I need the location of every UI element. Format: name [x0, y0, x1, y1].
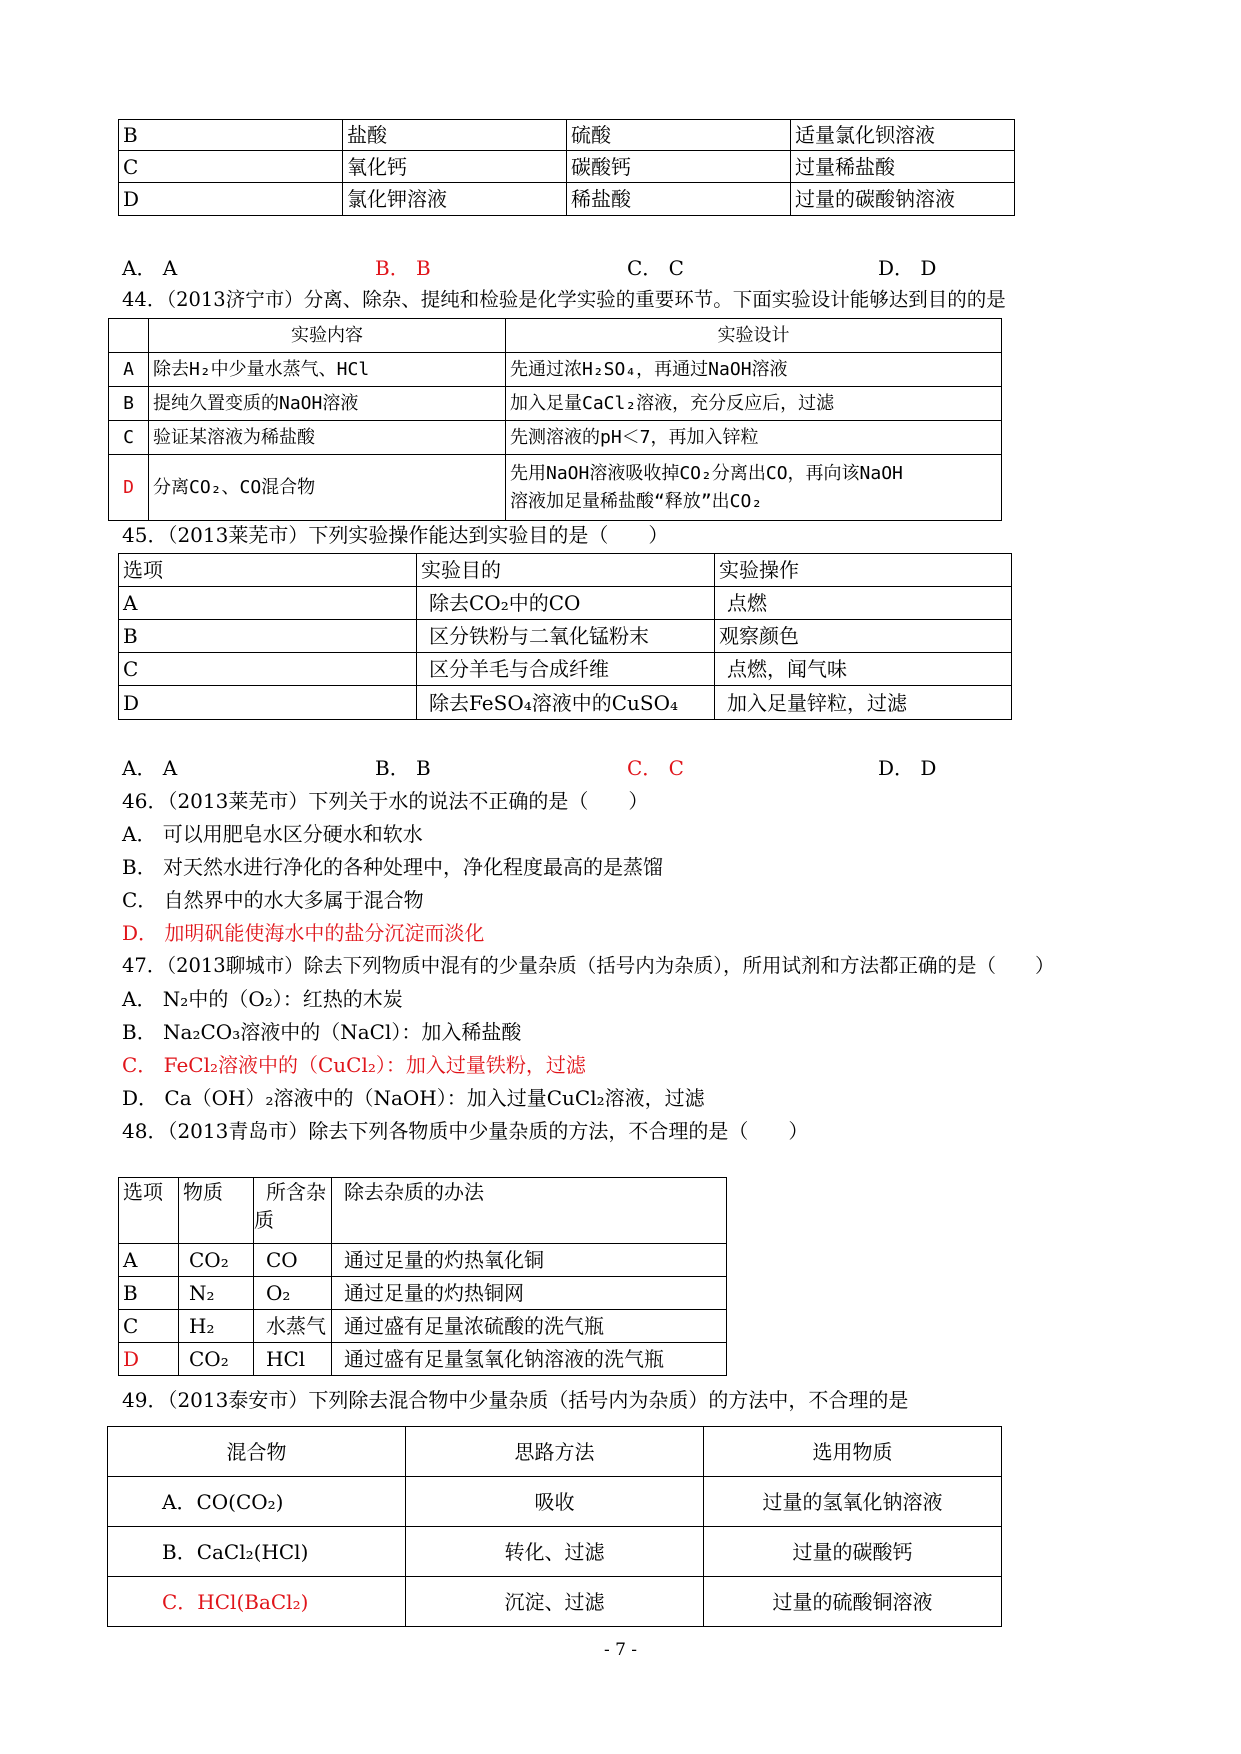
header-impurity-line: 所含杂 — [266, 1180, 326, 1204]
table-cell: 沉淀、过滤 — [406, 1577, 704, 1627]
row-label: D — [109, 455, 149, 521]
table-cell: B — [119, 620, 417, 653]
table-cell: 除去CO₂中的CO — [417, 587, 715, 620]
option-b: B． B — [375, 756, 431, 780]
header-design: 实验设计 — [506, 319, 1002, 353]
q44-stem: 44．（2013济宁市）分离、除杂、提纯和检验是化学实验的重要环节。下面实验设计能够达到目的的是 — [122, 288, 1006, 311]
table-row — [119, 1310, 727, 1343]
table-cell: 过量的碳酸钠溶液 — [791, 183, 1015, 216]
table-cell: A — [119, 587, 417, 620]
table-cell: 稀盐酸 — [567, 183, 791, 216]
page-number: - 7 - — [603, 1640, 638, 1660]
q49-table — [107, 1426, 1002, 1627]
table-cell: 硫酸 — [567, 120, 791, 151]
table-row — [108, 1527, 1002, 1577]
table-cell: 盐酸 — [343, 120, 567, 151]
q46-option-b: B． 对天然水进行净化的各种处理中，净化程度最高的是蒸馏 — [122, 855, 664, 879]
table-cell: B — [119, 120, 343, 151]
table-row — [109, 387, 1002, 421]
header-reagent: 选用物质 — [704, 1427, 1002, 1477]
table-cell: 水蒸气 — [254, 1310, 332, 1343]
table-row — [109, 421, 1002, 455]
table-row — [119, 151, 1015, 183]
design-line: 先用NaOH溶液吸收掉CO₂分离出CO，再向该NaOH — [510, 462, 903, 484]
table-row — [119, 1277, 727, 1310]
table-cell: A — [119, 1244, 179, 1277]
table-cell: 区分铁粉与二氧化锰粉末 — [417, 620, 715, 653]
table-cell: CO₂ — [179, 1343, 254, 1376]
table-row — [119, 1343, 727, 1376]
table-cell: 氧化钙 — [343, 151, 567, 183]
q47-option-c: C． FeCl₂溶液中的（CuCl₂）：加入过量铁粉，过滤 — [122, 1053, 586, 1077]
table-cell: B — [119, 1277, 179, 1310]
table-cell: 过量的氢氧化钠溶液 — [704, 1477, 1002, 1527]
table-cell: H₂ — [179, 1310, 254, 1343]
table-cell: 通过足量的灼热铜网 — [332, 1277, 727, 1310]
table-cell: D — [119, 183, 343, 216]
table-cell: 转化、过滤 — [406, 1527, 704, 1577]
q46-stem: 46．（2013莱芜市）下列关于水的说法不正确的是（ ） — [122, 789, 649, 813]
table-cell: 过量的碳酸钙 — [704, 1527, 1002, 1577]
option-d: D． D — [878, 756, 937, 780]
table-row — [108, 1577, 1002, 1627]
table-row — [108, 1477, 1002, 1527]
q43-table — [118, 119, 1015, 216]
table-cell: A．CO(CO₂) — [108, 1477, 406, 1527]
table-cell: 过量的硫酸铜溶液 — [704, 1577, 1002, 1627]
table-cell: O₂ — [254, 1277, 332, 1310]
header-substance: 物质 — [179, 1178, 254, 1244]
table-cell: 通过足量的灼热氧化铜 — [332, 1244, 727, 1277]
q45-table — [118, 553, 1012, 720]
table-cell: 点燃 — [715, 587, 1012, 620]
header-method: 思路方法 — [406, 1427, 704, 1477]
table-cell: 验证某溶液为稀盐酸 — [149, 421, 506, 455]
header-mixture: 混合物 — [108, 1427, 406, 1477]
table-cell: D — [119, 1343, 179, 1376]
header-impurity-line: 质 — [254, 1208, 274, 1232]
option-c: C． C — [627, 256, 684, 280]
q48-stem: 48．（2013青岛市）除去下列各物质中少量杂质的方法，不合理的是（ ） — [122, 1119, 809, 1143]
table-cell: 先测溶液的pH＜7，再加入锌粒 — [506, 421, 1002, 455]
table-cell: 观察颜色 — [715, 620, 1012, 653]
table-cell: C — [119, 653, 417, 686]
header-option: 选项 — [119, 554, 417, 587]
table-cell: 区分羊毛与合成纤维 — [417, 653, 715, 686]
header-purpose: 实验目的 — [417, 554, 715, 587]
table-row — [119, 1244, 727, 1277]
table-cell: HCl — [254, 1343, 332, 1376]
q49-stem: 49．（2013泰安市）下列除去混合物中少量杂质（括号内为杂质）的方法中，不合理的是 — [122, 1388, 909, 1412]
table-cell: C．HCl(BaCl₂) — [108, 1577, 406, 1627]
table-header-row — [108, 1427, 1002, 1477]
table-cell: 分离CO₂、CO混合物 — [149, 455, 506, 521]
table-row — [119, 587, 1012, 620]
table-row — [119, 653, 1012, 686]
q45-stem: 45．（2013莱芜市）下列实验操作能达到实验目的是（ ） — [122, 523, 669, 547]
table-cell: B．CaCl₂(HCl) — [108, 1527, 406, 1577]
table-cell: 通过盛有足量浓硫酸的洗气瓶 — [332, 1310, 727, 1343]
table-cell — [506, 455, 1002, 521]
table-row — [119, 620, 1012, 653]
table-cell: 吸收 — [406, 1477, 704, 1527]
table-cell: 加入足量锌粒，过滤 — [715, 686, 1012, 720]
option-a: A． A — [122, 256, 178, 280]
row-label: C — [109, 421, 149, 455]
header-impurity — [254, 1178, 332, 1244]
row-label: A — [109, 353, 149, 387]
q47-stem: 47．（2013聊城市）除去下列物质中混有的少量杂质（括号内为杂质），所用试剂和方法都正确的是（ ） — [122, 954, 1055, 977]
header-operation: 实验操作 — [715, 554, 1012, 587]
q47-option-b: B． Na₂CO₃溶液中的（NaCl）：加入稀盐酸 — [122, 1020, 522, 1044]
table-cell: N₂ — [179, 1277, 254, 1310]
header-content: 实验内容 — [149, 319, 506, 353]
table-cell: 加入足量CaCl₂溶液，充分反应后，过滤 — [506, 387, 1002, 421]
table-cell: CO₂ — [179, 1244, 254, 1277]
table-cell: C — [119, 151, 343, 183]
header-method: 除去杂质的办法 — [332, 1178, 727, 1244]
q47-option-d: D． Ca（OH）₂溶液中的（NaOH）：加入过量CuCl₂溶液，过滤 — [122, 1086, 705, 1110]
table-cell: D — [119, 686, 417, 720]
table-cell: 氯化钾溶液 — [343, 183, 567, 216]
table-row — [109, 353, 1002, 387]
table-cell: 点燃，闻气味 — [715, 653, 1012, 686]
table-cell: 除去H₂中少量水蒸气、HCl — [149, 353, 506, 387]
table-cell: 先通过浓H₂SO₄，再通过NaOH溶液 — [506, 353, 1002, 387]
table-header-row — [119, 1178, 727, 1244]
table-cell: 除去FeSO₄溶液中的CuSO₄ — [417, 686, 715, 720]
table-cell: C — [119, 1310, 179, 1343]
q46-option-d: D． 加明矾能使海水中的盐分沉淀而淡化 — [122, 921, 485, 945]
q44-table — [108, 318, 1002, 521]
option-c: C． C — [627, 756, 684, 780]
table-cell: 适量氯化钡溶液 — [791, 120, 1015, 151]
table-header-row — [119, 554, 1012, 587]
q46-option-c: C． 自然界中的水大多属于混合物 — [122, 888, 424, 912]
table-cell: CO — [254, 1244, 332, 1277]
q48-table — [118, 1177, 727, 1376]
q47-option-a: A． N₂中的（O₂）：红热的木炭 — [122, 987, 403, 1011]
q46-option-a: A． 可以用肥皂水区分硬水和软水 — [122, 822, 423, 846]
table-row — [119, 686, 1012, 720]
table-header-row — [109, 319, 1002, 353]
table-row — [119, 183, 1015, 216]
table-cell: 过量稀盐酸 — [791, 151, 1015, 183]
table-row — [119, 120, 1015, 151]
row-label: B — [109, 387, 149, 421]
header-option: 选项 — [119, 1178, 179, 1244]
design-line: 溶液加足量稀盐酸“释放”出CO₂ — [510, 490, 763, 512]
table-cell: 通过盛有足量氢氧化钠溶液的洗气瓶 — [332, 1343, 727, 1376]
option-b: B． B — [375, 256, 431, 280]
table-row — [109, 455, 1002, 521]
option-a: A． A — [122, 756, 178, 780]
table-cell: 提纯久置变质的NaOH溶液 — [149, 387, 506, 421]
table-cell: 碳酸钙 — [567, 151, 791, 183]
option-d: D． D — [878, 256, 937, 280]
